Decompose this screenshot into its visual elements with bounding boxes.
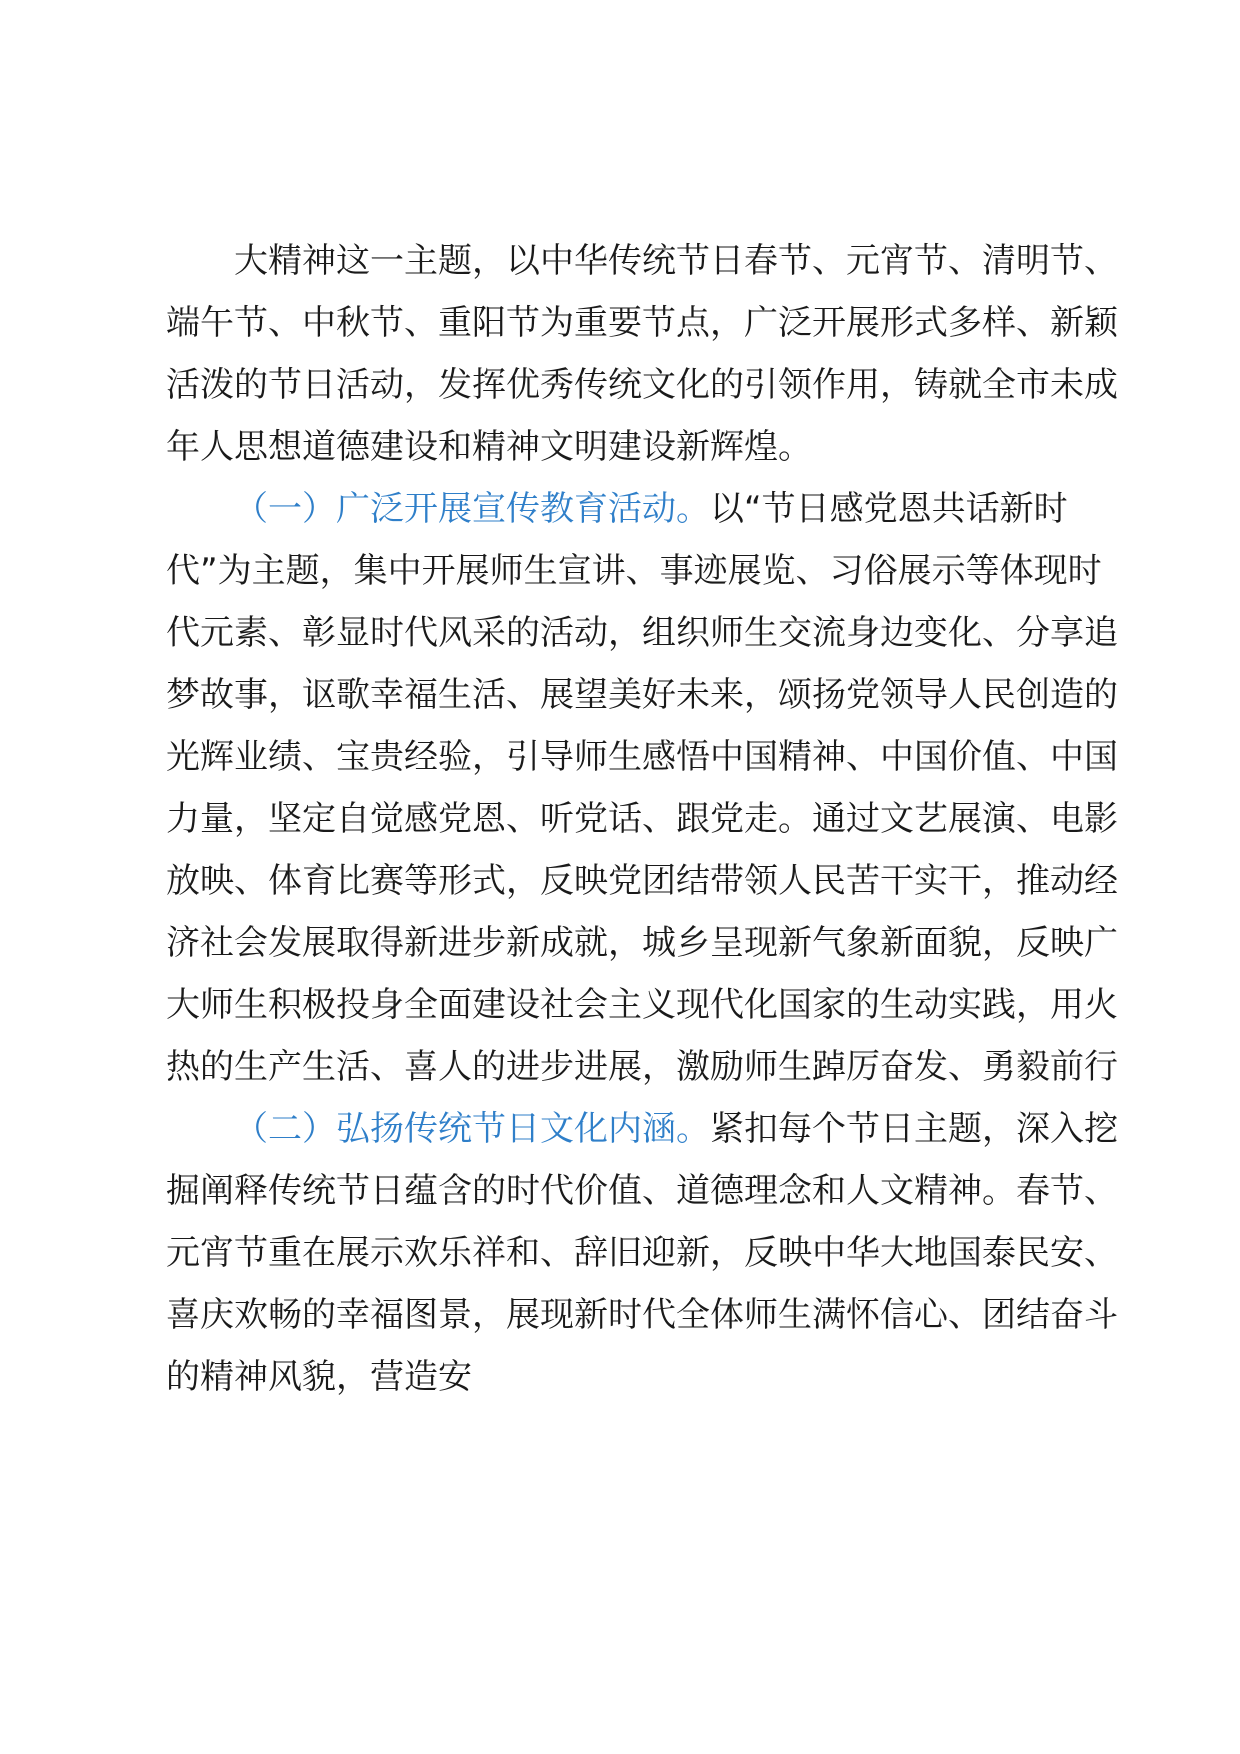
text-fragment: 紧扣每个节日主题，深入挖 <box>710 1109 1118 1149</box>
text-line: 的精神风貌，营造安 <box>166 1357 472 1397</box>
text-line: 大师生积极投身全面建设社会主义现代化国家的生动实践，用火 <box>166 985 1118 1025</box>
text-fragment: 以“节日感党恩共话新时 <box>710 489 1068 529</box>
section-heading-1: （一）广泛开展宣传教育活动。 <box>234 489 710 529</box>
text-line: 年人思想道德建设和精神文明建设新辉煌。 <box>166 427 812 467</box>
text-line: 元宵节重在展示欢乐祥和、辞旧迎新，反映中华大地国泰民安、 <box>166 1233 1118 1273</box>
paragraph-intro <box>166 230 1118 478</box>
text-line: 济社会发展取得新进步新成就，城乡呈现新气象新面貌，反映广 <box>166 923 1118 963</box>
text-line: 喜庆欢畅的幸福图景，展现新时代全体师生满怀信心、团结奋斗 <box>166 1295 1118 1335</box>
document-body <box>166 230 1118 1408</box>
text-line: 热的生产生活、喜人的进步进展，激励师生踔厉奋发、勇毅前行 <box>166 1047 1118 1087</box>
text-line: 端午节、中秋节、重阳节为重要节点，广泛开展形式多样、新颖 <box>166 303 1118 343</box>
text-line <box>166 478 1096 540</box>
text-line: 代”为主题，集中开展师生宣讲、事迹展览、习俗展示等体现时 <box>166 551 1102 591</box>
text-line: 活泼的节日活动，发挥优秀传统文化的引领作用，铸就全市未成 <box>166 365 1118 405</box>
text-line: 力量，坚定自觉感党恩、听党话、跟党走。通过文艺展演、电影 <box>166 799 1118 839</box>
text-line: 放映、体育比赛等形式，反映党团结带领人民苦干实干，推动经 <box>166 861 1118 901</box>
section-heading-2: （二）弘扬传统节日文化内涵。 <box>234 1109 710 1149</box>
text-line: 掘阐释传统节日蕴含的时代价值、道德理念和人文精神。春节、 <box>166 1171 1118 1211</box>
text-line: 梦故事，讴歌幸福生活、展望美好未来，颂扬党领导人民创造的 <box>166 675 1118 715</box>
text-line: 大精神这一主题，以中华传统节日春节、元宵节、清明节、 <box>234 241 1118 281</box>
paragraph-section-1 <box>166 478 1118 1098</box>
paragraph-section-2 <box>166 1098 1118 1408</box>
text-line: 代元素、彰显时代风采的活动，组织师生交流身边变化、分享追 <box>166 613 1118 653</box>
text-line: 光辉业绩、宝贵经验，引导师生感悟中国精神、中国价值、中国 <box>166 737 1118 777</box>
text-line <box>166 1098 1118 1160</box>
